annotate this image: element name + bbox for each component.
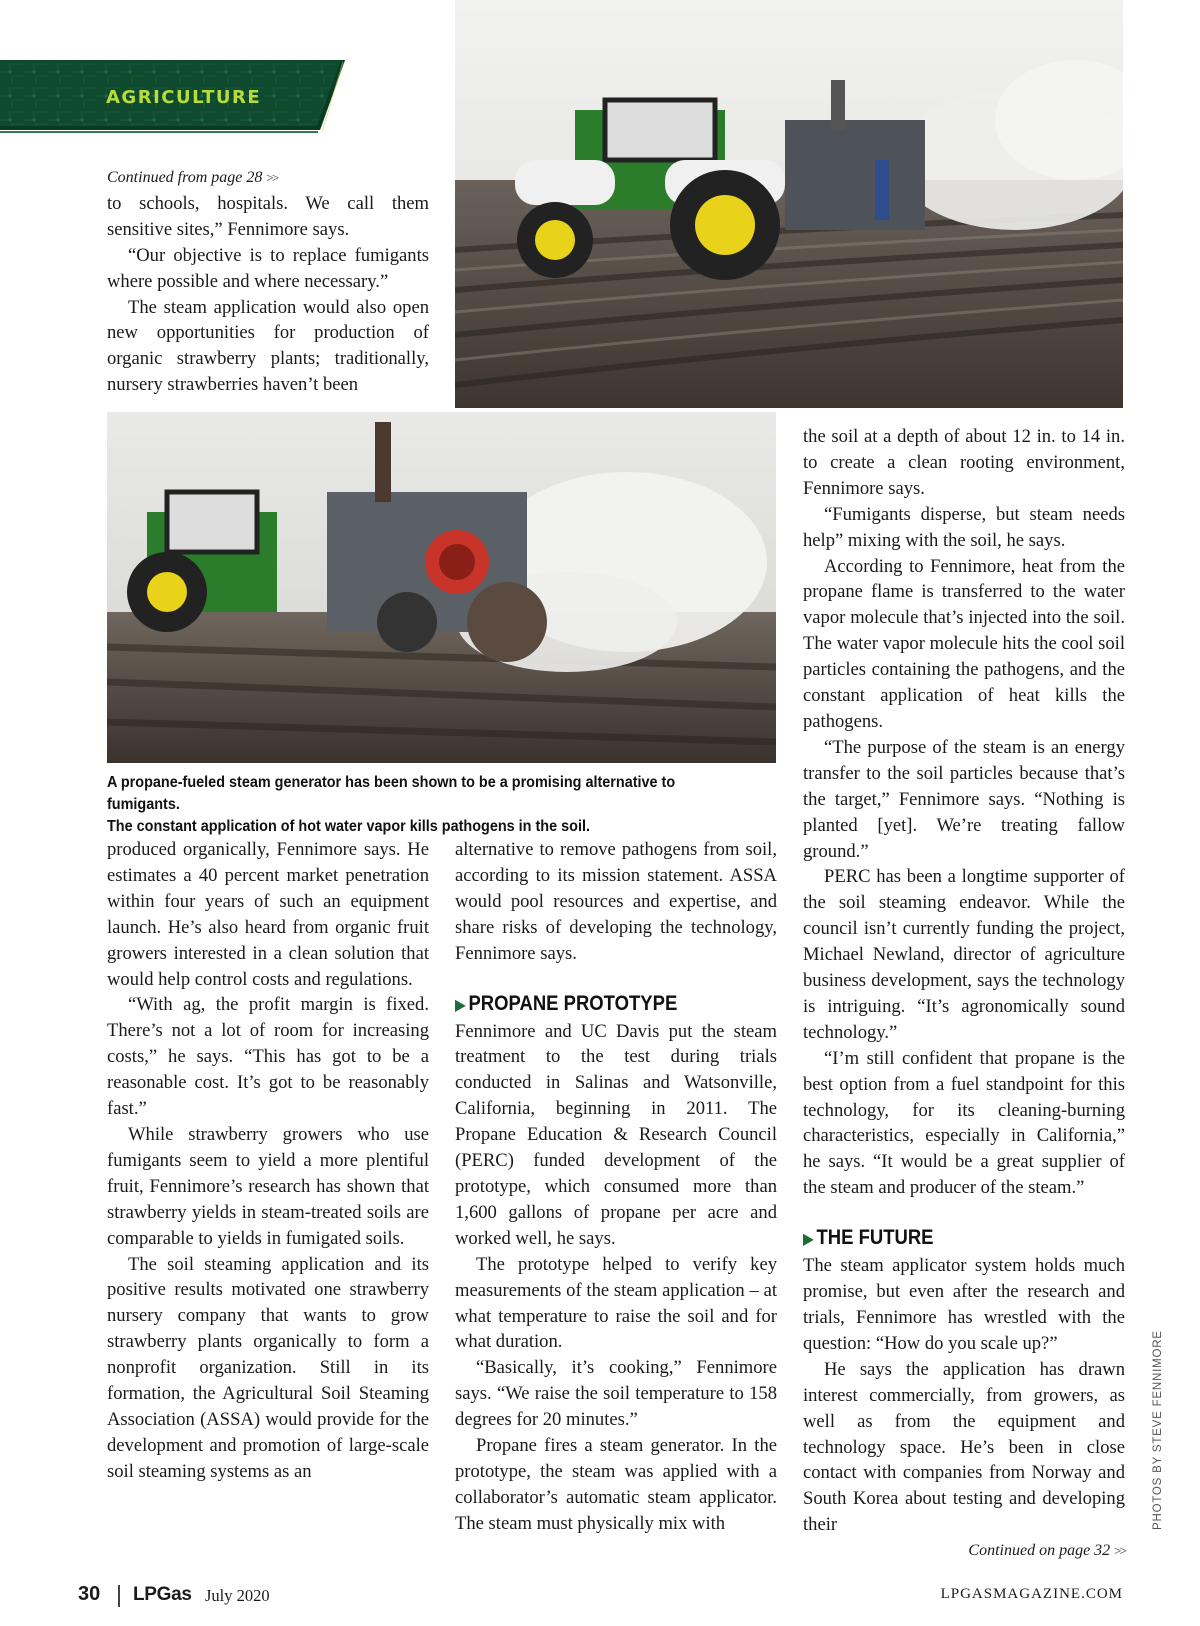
paragraph: He says the application has drawn interest commercially, from growers, as well as from the equipment and technology space. He’s been in close contact with companies from Norway and South Korea about testing and developing their — [803, 1358, 1125, 1536]
paragraph: The steam applicator system holds much promise, but even after the research and trials, Fennimore has wrestled with the question: “How do you scale up?” — [803, 1255, 1125, 1354]
continued-from-text: Continued from page 28 — [107, 169, 263, 186]
subhead-the-future — [803, 1225, 1086, 1253]
section-label: AGRICULTURE — [106, 87, 262, 108]
page-footer — [0, 1583, 1200, 1613]
page-number: 30 — [78, 1583, 101, 1605]
photo-steam-generator — [107, 412, 776, 763]
paragraph: produced organically, Fennimore says. He estimates a 40 percent market penetration within four years of such an equipment launch. He’s also heard from organic fruit growers interested in a clean solution that would help control costs and regulations. — [107, 839, 429, 990]
caption-line-1: A propane-fueled steam generator has been shown to be a promising alternative to fumigants. — [107, 774, 676, 813]
paragraph: PERC has been a longtime supporter of the soil steaming endeavor. While the council isn’t currently funding the project, Michael Newland, director of agriculture business development, says the technology is intriguing. “It’s agronomically sound technology.” — [803, 866, 1125, 1043]
paragraph: “The purpose of the steam is an energy transfer to the soil particles because that’s the target,” Fennimore says. “Nothing is planted [yet]. We’re treating fallow ground.” — [803, 736, 1125, 862]
paragraph: The soil steaming application and its positive results motivated one strawberry nursery company that wants to grow strawberry plants organically to form a nonprofit organization. Still in its formation, the Agricultural Soil Steaming Association (ASSA) would provide for the development and promotion of large-scale soil steaming systems as an — [107, 1253, 429, 1482]
paragraph: “I’m still confident that propane is the best option from a fuel standpoint for this technology, for its cleaning-burning characteristics, especially in California,” he says. “It would be a great supplier of the steam and producer of the steam.” — [803, 1047, 1125, 1199]
triangle-bullet-icon: ▶ — [803, 1231, 814, 1249]
continued-on-arrows-icon: >> — [1114, 1543, 1125, 1559]
paragraph: The prototype helped to verify key measurements of the steam application – at what temperature to raise the soil and for what duration. — [455, 1253, 777, 1353]
continued-from-arrows-icon: >> — [266, 170, 278, 185]
issue-date: July 2020 — [205, 1586, 270, 1605]
paragraph: “Fumigants disperse, but steam needs help” mixing with the soil, he says. — [803, 503, 1125, 551]
paragraph: to schools, hospitals. We call them sensitive sites,” Fennimore says. — [107, 192, 429, 240]
paragraph: the soil at a depth of about 12 in. to 14 in. to create a clean rooting environment, Fennimore says. — [803, 426, 1125, 499]
paragraph: “With ag, the profit margin is fixed. There’s not a lot of room for increasing costs,” he says. “This has got to be a reasonable cost. It’s got to be reasonably fast.” — [107, 994, 429, 1120]
paragraph: The steam application would also open new opportunities for production of organic strawberry plants; traditionally, nursery strawberries haven’t been — [107, 296, 429, 396]
magazine-logo: LPGas — [133, 1584, 192, 1605]
article-column-3 — [803, 424, 1125, 1564]
continued-from — [107, 165, 429, 191]
website-link[interactable]: LPGASMAGAZINE.COM — [940, 1586, 1123, 1602]
paragraph: According to Fennimore, heat from the propane flame is transferred to the water vapor molecule that’s injected into the soil. The water vapor molecule hits the cool soil particles containing the pathogens, and the constant application of heat kills the pathogens. — [803, 555, 1125, 732]
paragraph: While strawberry growers who use fumigants seem to yield a more plentiful fruit, Fennimore’s research has shown that strawberry yields in steam-treated soils are comparable to yields in fumigated soils. — [107, 1123, 429, 1249]
photo-tractor-field — [455, 0, 1123, 408]
article-column-1-bottom — [107, 837, 429, 1485]
steam-generator-photo-icon — [107, 412, 776, 763]
continued-on-text: Continued on page 32 — [968, 1542, 1111, 1560]
continued-on[interactable] — [803, 1538, 1125, 1564]
caption-line-2: The constant application of hot water vapor kills pathogens in the soil. — [107, 818, 590, 835]
section-banner — [0, 60, 345, 134]
photo-credit: PHOTOS BY STEVE FENNIMORE — [1152, 1330, 1164, 1530]
paragraph: alternative to remove pathogens from soil, according to its mission statement. ASSA would pool resources and expertise, and share risks of developing the technology, Fennimore says. — [455, 839, 777, 964]
subhead-text: PROPANE PROTOTYPE — [468, 991, 678, 1015]
photo-caption — [107, 772, 739, 838]
article-column-1-top — [107, 165, 429, 398]
paragraph: “Basically, it’s cooking,” Fennimore says. “We raise the soil temperature to 158 degrees for 20 minutes.” — [455, 1357, 777, 1431]
subhead-propane-prototype — [455, 991, 738, 1019]
article-column-2 — [455, 837, 777, 1537]
triangle-bullet-icon: ▶ — [455, 996, 466, 1014]
footer-divider — [118, 1585, 120, 1607]
paragraph: Propane fires a steam generator. In the prototype, the steam was applied with a collaborator’s automatic steam applicator. The steam must physically mix with — [455, 1435, 777, 1534]
paragraph: Fennimore and UC Davis put the steam treatment to the test during trials conducted in Salinas and Watsonville, California, beginning in 2011. The Propane Education & Research Council (PERC) funded development of the prototype, which consumed more than 1,600 gallons of propane per acre and worked well, he says. — [455, 1020, 777, 1249]
tractor-photo-icon — [455, 0, 1123, 408]
paragraph: “Our objective is to replace fumigants where possible and where necessary.” — [107, 244, 429, 292]
subhead-text: THE FUTURE — [816, 1226, 934, 1250]
